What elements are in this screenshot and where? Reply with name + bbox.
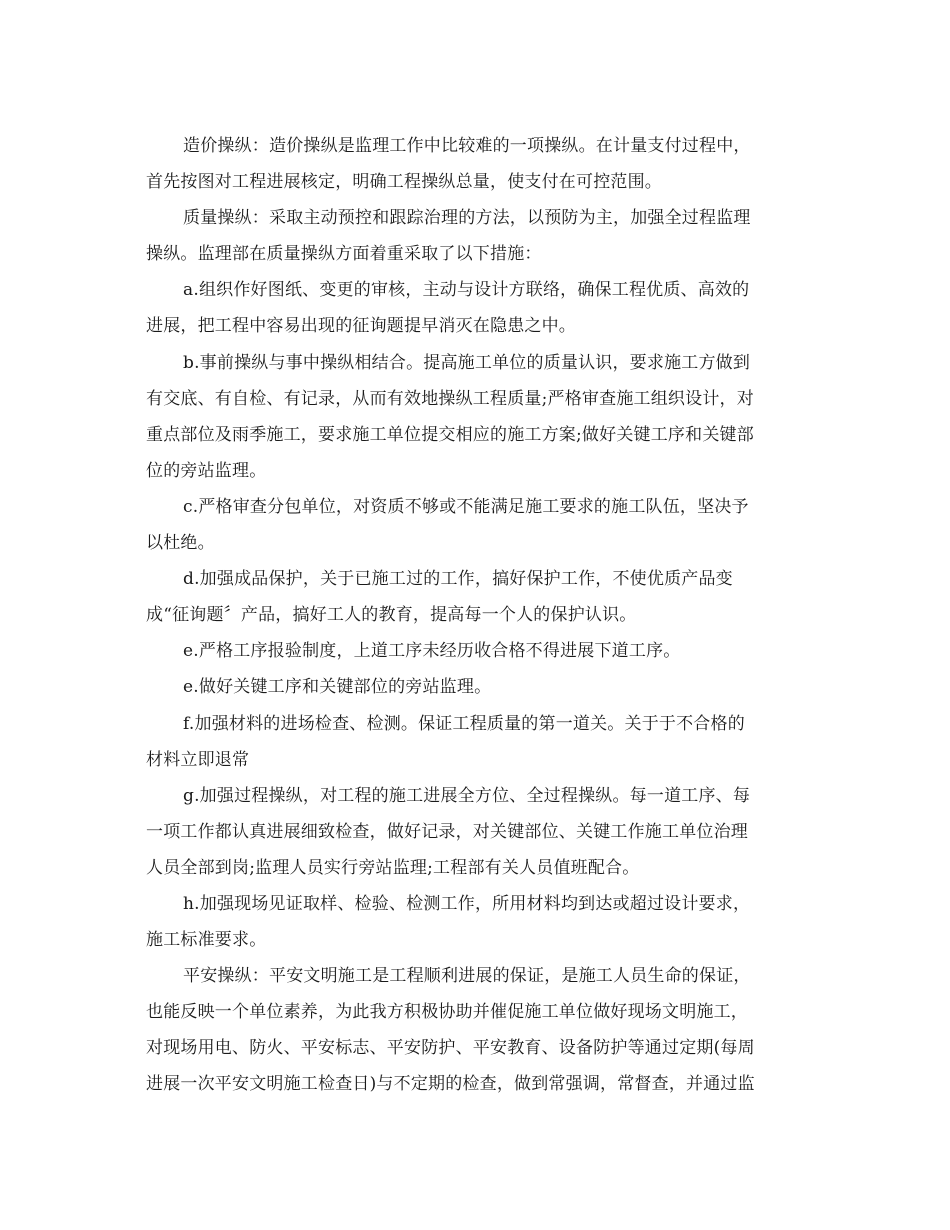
text-line: 平安操纵：平安文明施工是工程顺利进展的保证，是施工人员生命的保证， [183,966,751,987]
text-line: 进展，把工程中容易出现的征询题提早消灭在隐患之中。 [146,316,576,337]
text-line: a.组织作好图纸、变更的审核，主动与设计方联络，确保工程优质、高效的 [183,280,750,301]
text-line: 质量操纵：采取主动预控和跟踪治理的方法，以预防为主，加强全过程监理 [183,208,751,229]
text-line: 人员全部到岗;监理人员实行旁站监理;工程部有关人员值班配合。 [146,857,640,878]
text-line: 一项工作都认真进展细致检查，做好记录，对关键部位、关键工作施工单位治理 [146,821,748,842]
text-line: 施工标准要求。 [146,930,267,951]
document-body [146,128,806,1103]
text-line: f.加强材料的进场检查、检测。保证工程质量的第一道关。关于于不合格的 [183,713,745,734]
text-line: d.加强成品保护，关于已施工过的工作，搞好保护工作，不使优质产品变 [183,569,733,590]
text-line: 重点部位及雨季施工，要求施工单位提交相应的施工方案;做好关键工序和关键部 [146,424,754,445]
text-line: 材料立即退常 [146,749,250,770]
text-line: c.严格审查分包单位，对资质不够或不能满足施工要求的施工队伍，坚决予 [183,496,749,517]
text-line: 以杜绝。 [146,533,215,554]
text-line: 位的旁站监理。 [146,460,267,481]
text-line: h.加强现场见证取样、检验、检测工作，所用材料均到达或超过设计要求， [183,893,751,914]
text-line: 首先按图对工程进展核定，明确工程操纵总量，使支付在可控范围。 [146,172,662,193]
text-line: 有交底、有自检、有记录，从而有效地操纵工程质量;严格审查施工组织设计，对 [146,388,754,409]
text-line: 也能反映一个单位素养，为此我方积极协助并催促施工单位做好现场文明施工， [146,1002,748,1023]
text-line: 进展一次平安文明施工检查日)与不定期的检查，做到常强调，常督查，并通过监 [146,1074,755,1095]
text-line: e.做好关键工序和关键部位的旁站监理。 [183,677,492,698]
text-line: g.加强过程操纵，对工程的施工进展全方位、全过程操纵。每一道工序、每 [183,785,751,806]
text-line: 成“征询题〞产品，搞好工人的教育，提高每一个人的保护认识。 [146,605,637,626]
text-line: e.严格工序报验制度，上道工序未经历收合格不得进展下道工序。 [183,641,681,662]
text-line: b.事前操纵与事中操纵相结合。提高施工单位的质量认识，要求施工方做到 [183,352,751,373]
text-line: 对现场用电、防火、平安标志、平安防护、平安教育、设备防护等通过定期(每周 [146,1038,755,1059]
text-line: 造价操纵：造价操纵是监理工作中比较难的一项操纵。在计量支付过程中， [183,136,751,156]
text-line: 操纵。监理部在质量操纵方面着重采取了以下措施： [146,244,542,265]
